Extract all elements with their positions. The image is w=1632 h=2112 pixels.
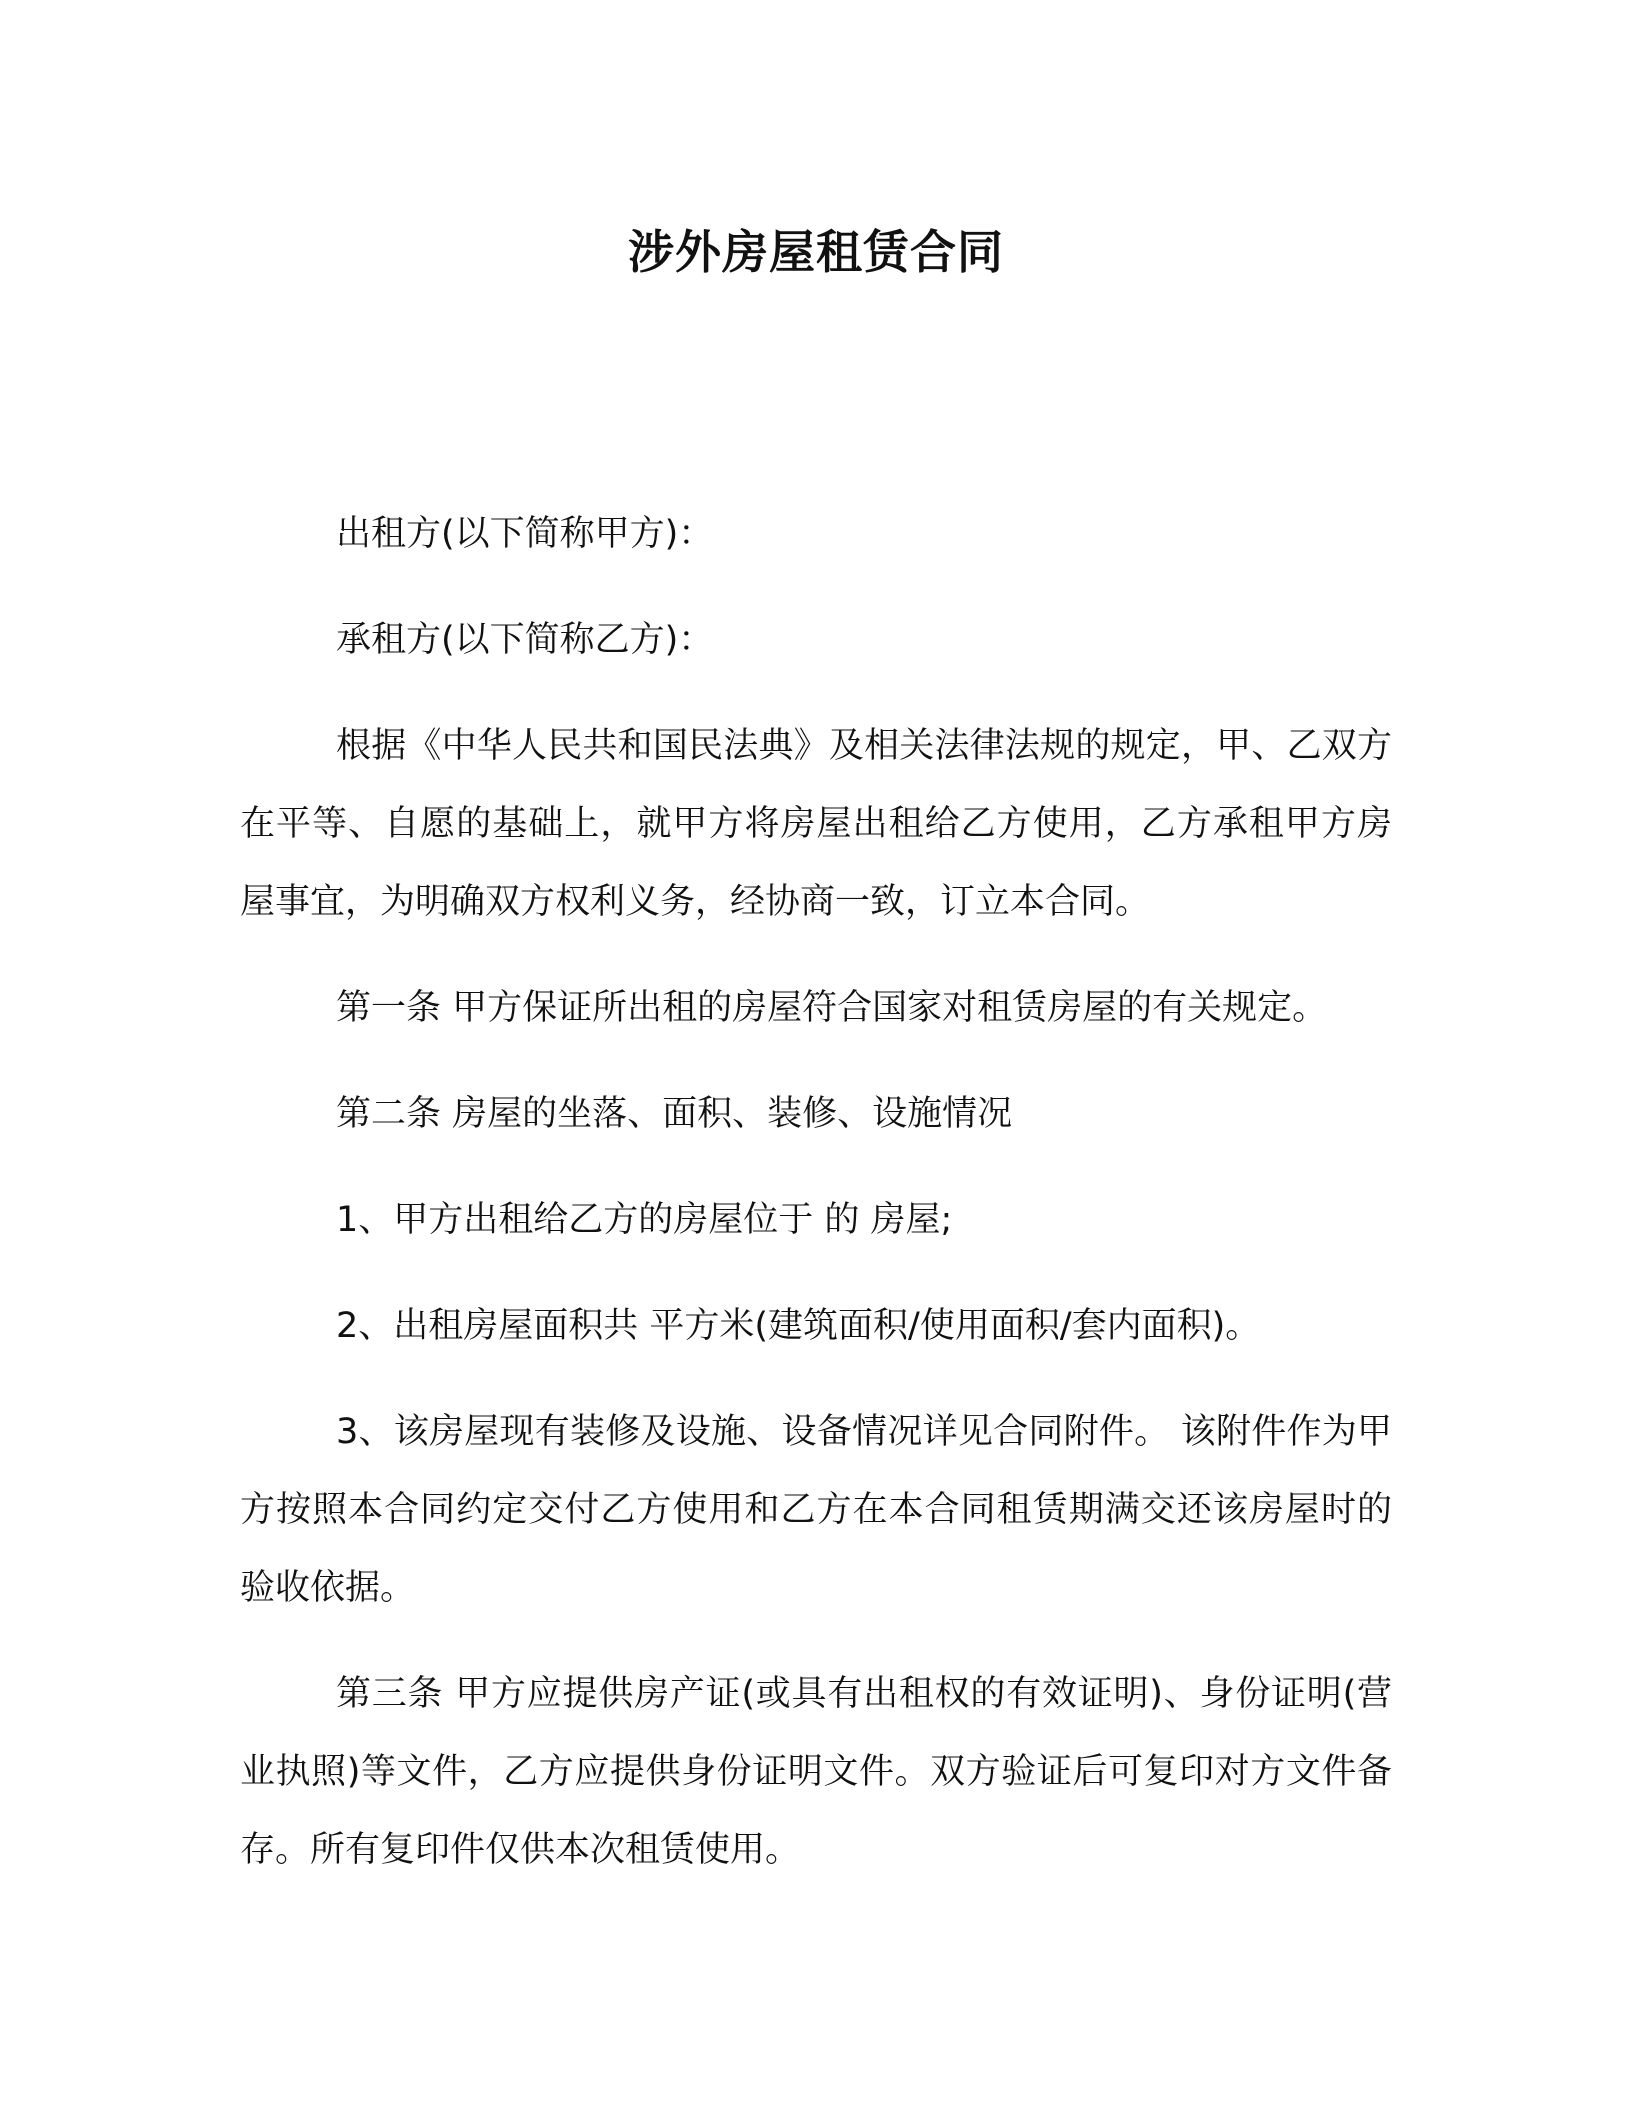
paragraph-lessee: 承租方(以下简称乙方)： bbox=[336, 620, 714, 660]
document-title: 涉外房屋租赁合同 bbox=[628, 225, 1004, 279]
paragraph-item-2: 2、出租房屋面积共 平方米(建筑面积/使用面积/套内面积)。 bbox=[336, 1306, 1261, 1346]
paragraph-lessor: 出租方(以下简称甲方)： bbox=[336, 514, 714, 554]
paragraph-article-2: 第二条 房屋的坐落、面积、装修、设施情况 bbox=[336, 1094, 1013, 1134]
paragraph-preamble: 根据《中华人民共和国民法典》及相关法律法规的规定，甲、乙双方在平等、自愿的基础上，就甲方将房屋出租给乙方使用，乙方承租甲方房屋事宜，为明确双方权利义务，经协商一致，订立本合同。 bbox=[240, 726, 1392, 922]
paragraph-item-3: 3、该房屋现有装修及设施、设备情况详见合同附件。 该附件作为甲方按照本合同约定交付乙方使用和乙方在本合同租赁期满交还该房屋时的验收依据。 bbox=[240, 1412, 1392, 1608]
document-body bbox=[240, 495, 1392, 1889]
paragraph-item-1: 1、甲方出租给乙方的房屋位于 的 房屋; bbox=[336, 1200, 953, 1240]
paragraph-article-1: 第一条 甲方保证所出租的房屋符合国家对租赁房屋的有关规定。 bbox=[336, 988, 1328, 1028]
paragraph-article-3: 第三条 甲方应提供房产证(或具有出租权的有效证明)、身份证明(营业执照)等文件，乙方应提供身份证明文件。双方验证后可复印对方文件备存。所有复印件仅供本次租赁使用。 bbox=[240, 1674, 1392, 1870]
